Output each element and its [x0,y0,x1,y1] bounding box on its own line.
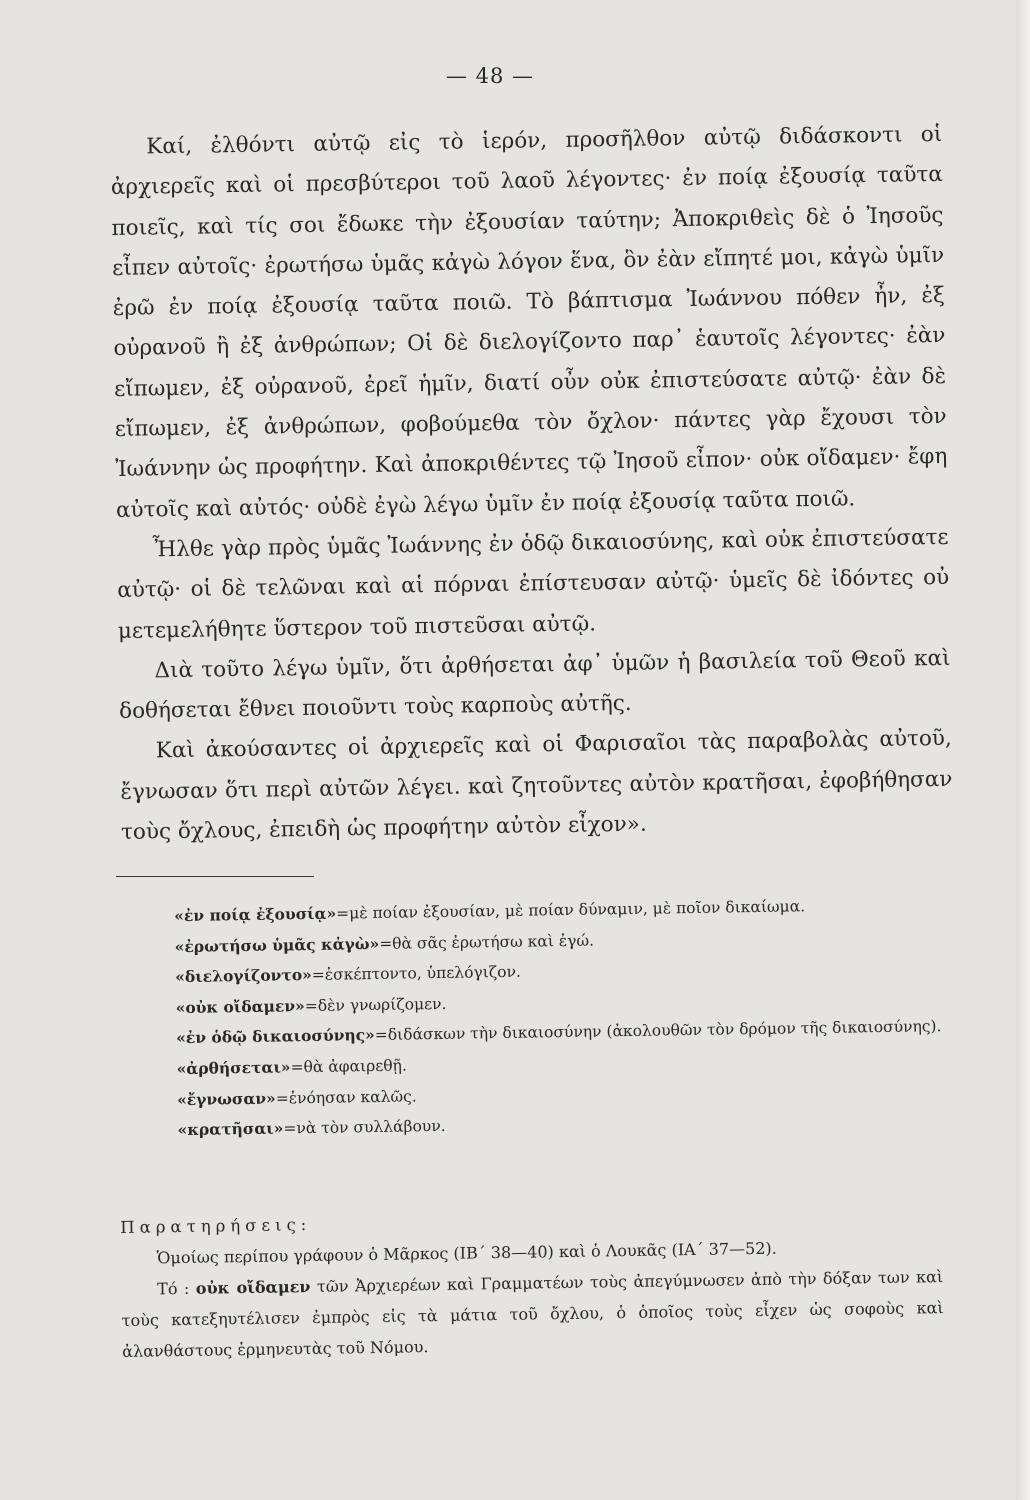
remarks-heading: Παρατηρήσεις: [120,1214,312,1237]
footnote-divider [116,876,314,877]
glossary-term: «οὐκ οἴδαμεν» [175,995,305,1017]
glossary-notes [120,889,946,1147]
glossary-definition: =ἐσκέπτοντο, ὑπελόγιζον. [311,962,522,985]
glossary-term: «ἐρωτήσω ὑμᾶς κἀγὼ» [174,933,380,956]
glossary-term: «ἔγνωσαν» [176,1088,276,1109]
main-text [110,115,953,853]
glossary-term: «ἐν ποίᾳ ἐξουσίᾳ» [174,903,337,926]
remarks-line [121,1261,944,1367]
remarks-prefix: Τό : [157,1278,190,1299]
glossary-definition: =δὲν γνωρίζομεν. [304,994,447,1015]
remarks-section [120,1199,944,1367]
glossary-definition: =θὰ ἀφαιρεθῇ. [290,1056,407,1077]
glossary-definition: =θὰ σᾶς ἐρωτήσω καὶ ἐγώ. [379,931,595,953]
glossary-definition: =μὲ ποίαν ἐξουσίαν, μὲ ποίαν δύναμιν, μὲ ποῖον δικαίωμα. [336,897,806,923]
main-paragraph: Ἦλθε γὰρ πρὸς ὑμᾶς Ἰωάννης ἐν ὁδῷ δικαιοσύνης, καὶ οὐκ ἐπιστεύσατε αὐτῷ· οἱ δὲ τελῶναι καὶ αἱ πόρναι ἐπίστευσαν αὐτῷ· ὑμεῖς δὲ ἰδόντες οὐ μετεμελήθητε ὕστερον τοῦ πιστεῦσαι αὐτῷ. [117,524,950,644]
main-paragraph: Διὰ τοῦτο λέγω ὑμῖν, ὅτι ἀρθήσεται ἀφ᾽ ὑμῶν ἡ βασιλεία τοῦ Θεοῦ καὶ δοθήσεται ἔθνει ποιοῦντι τοὺς καρποὺς αὐτῆς. [118,645,951,725]
remarks-text: τῶν Ἀρχιερέων καὶ Γραμματέων τοὺς ἀπεγύμνωσεν ἀπὸ τὴν δόξαν των καὶ τοὺς κατεξηυτέλισεν ἐμπρὸς εἰς τὰ μάτια τοῦ ὄχλου, ὁ ὁποῖος τοὺς εἶχεν ὡς σοφοὺς καὶ ἀλανθάστους ἑρμηνευτὰς τοῦ Νόμου. [121,1267,944,1361]
glossary-definition: =ἐνόησαν καλῶς. [275,1086,417,1108]
remarks-emphasis: οὐκ οἴδαμεν [195,1277,311,1298]
remarks-line: Ὁμοίως περίπου γράφουν ὁ Μᾶρκος (ΙΒ´ 38—40) καὶ ὁ Λουκᾶς (ΙΑ´ 37—52). [156,1238,777,1268]
glossary-definition: =νὰ τὸν συλλάβουν. [283,1117,446,1138]
main-paragraph: Καὶ ἀκούσαντες οἱ ἀρχιερεῖς καὶ οἱ Φαρισαῖοι τὰς παραβολὰς αὐτοῦ, ἔγνωσαν ὅτι περὶ αὐτῶν λέγει. καὶ ζητοῦντες αὐτὸν κρατῆσαι, ἐφοβήθησαν τοὺς ὄχλους, ἐπειδὴ ὡς προφήτην αὐτὸν εἶχον». [120,726,953,845]
glossary-term: «ἀρθήσεται» [176,1057,291,1079]
glossary-definition: =διδάσκων τὴν δικαιοσύνην (ἀκολουθῶν τὸν δρόμον τῆς δικαιοσύνης). [374,1017,942,1045]
glossary-term: «διελογίζοντο» [175,965,312,987]
glossary-term: «ἐν ὁδῷ δικαιοσύνης» [175,1025,375,1048]
glossary-term: «κρατῆσαι» [177,1118,284,1140]
page-number: — 48 — [445,64,535,88]
main-paragraph: Καί, ἐλθόντι αὐτῷ εἰς τὸ ἱερόν, προσῆλθον αὐτῷ διδάσκοντι οἱ ἀρχιερεῖς καὶ οἱ πρεσβύτεροι τοῦ λαοῦ λέγοντες· ἐν ποίᾳ ἐξουσίᾳ ταῦτα ποιεῖς, καὶ τίς σοι ἔδωκε τὴν ἐξουσίαν ταύτην; Ἀποκριθεὶς δὲ ὁ Ἰησοῦς εἶπεν αὐτοῖς· ἐρωτήσω ὑμᾶς κἀγὼ λόγον ἕνα, ὃν ἐὰν εἴπητέ μοι, κἀγὼ ὑμῖν ἐρῶ ἐν ποίᾳ ἐξουσίᾳ ταῦτα ποιῶ. Τὸ βάπτισμα Ἰωάννου πόθεν ἦν, ἐξ οὐρανοῦ ἢ ἐξ ἀνθρώπων; Οἱ δὲ διελογίζοντο παρ᾽ ἑαυτοῖς λέγοντες· ἐὰν εἴπωμεν, ἐξ οὐρανοῦ, ἐρεῖ ἡμῖν, διατί οὖν οὐκ ἐπιστεύσατε αὐτῷ· ἐὰν δὲ εἴπωμεν, ἐξ ἀνθρώπων, φοβούμεθα τὸν ὄχλον· πάντες γὰρ ἔχουσι τὸν Ἰωάννην ὡς προφήτην. Καὶ ἀποκριθέντες τῷ Ἰησοῦ εἶπον· οὐκ οἴδαμεν· ἔφη αὐτοῖς καὶ αὐτός· οὐδὲ ἐγὼ λέγω ὑμῖν ἐν ποίᾳ ἐξουσίᾳ ταῦτα ποιῶ. [110,121,948,523]
